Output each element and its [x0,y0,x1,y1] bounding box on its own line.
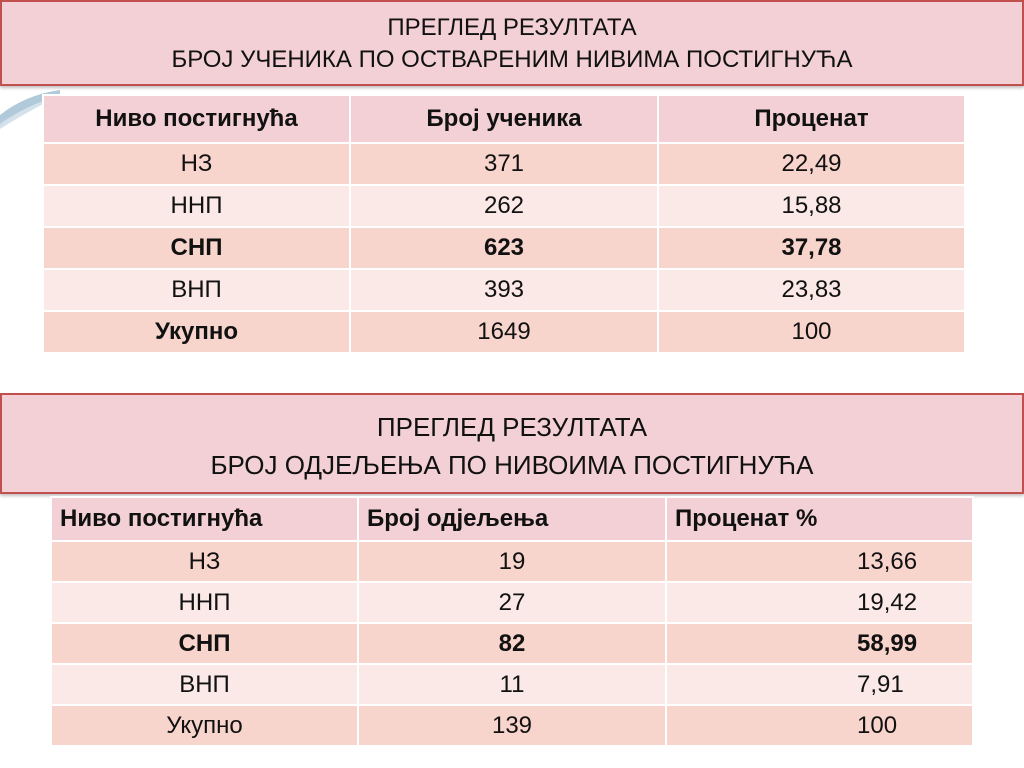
cell-level: ННП [51,582,358,623]
table-row [51,623,973,664]
cell-percent: 13,66 [666,541,973,582]
table-row-total [51,705,973,746]
column-header-count: Број одјељења [358,497,666,541]
cell-count: 1649 [350,311,658,353]
cell-percent: 22,49 [658,143,965,185]
table-row [43,269,965,311]
cell-level: Укупно [43,311,350,353]
cell-level: НЗ [43,143,350,185]
cell-percent: 58,99 [666,623,973,664]
section1-title-box [0,0,1024,86]
cell-level: ВНП [51,664,358,705]
cell-percent: 23,83 [658,269,965,311]
section2-title-box [0,393,1024,494]
cell-level: ВНП [43,269,350,311]
cell-count: 19 [358,541,666,582]
cell-percent: 100 [666,705,973,746]
column-header-count: Број ученика [350,95,658,143]
cell-level: НЗ [51,541,358,582]
table-header-row [51,497,973,541]
table-row [51,582,973,623]
cell-level: Укупно [51,705,358,746]
section1-title-line2: БРОЈ УЧЕНИКА ПО ОСТВАРЕНИМ НИВИМА ПОСТИГНУЋА [171,46,853,73]
cell-percent: 15,88 [658,185,965,227]
cell-percent: 19,42 [666,582,973,623]
cell-count: 139 [358,705,666,746]
table-row [51,541,973,582]
students-by-level-table [42,94,966,354]
column-header-level: Ниво постигнућа [51,497,358,541]
column-header-percent: Проценат [658,95,965,143]
cell-percent: 7,91 [666,664,973,705]
table-row [51,664,973,705]
cell-count: 27 [358,582,666,623]
cell-count: 11 [358,664,666,705]
cell-level: СНП [43,227,350,269]
table-row [43,227,965,269]
section2-title-line2: БРОЈ ОДЈЕЉЕЊА ПО НИВОИМА ПОСТИГНУЋА [210,450,814,480]
section2-title-line1: ПРЕГЛЕД РЕЗУЛТАТА [376,412,648,442]
classes-by-level-table [50,496,974,747]
cell-count: 623 [350,227,658,269]
table-row-total [43,311,965,353]
table-row [43,185,965,227]
cell-level: ННП [43,185,350,227]
cell-count: 371 [350,143,658,185]
cell-level: СНП [51,623,358,664]
table-row [43,143,965,185]
table-header-row [43,95,965,143]
cell-count: 262 [350,185,658,227]
section1-title-line1: ПРЕГЛЕД РЕЗУЛТАТА [387,14,637,41]
column-header-level: Ниво постигнућа [43,95,350,143]
cell-percent: 37,78 [658,227,965,269]
column-header-percent: Проценат % [666,497,973,541]
cell-count: 82 [358,623,666,664]
cell-count: 393 [350,269,658,311]
cell-percent: 100 [658,311,965,353]
